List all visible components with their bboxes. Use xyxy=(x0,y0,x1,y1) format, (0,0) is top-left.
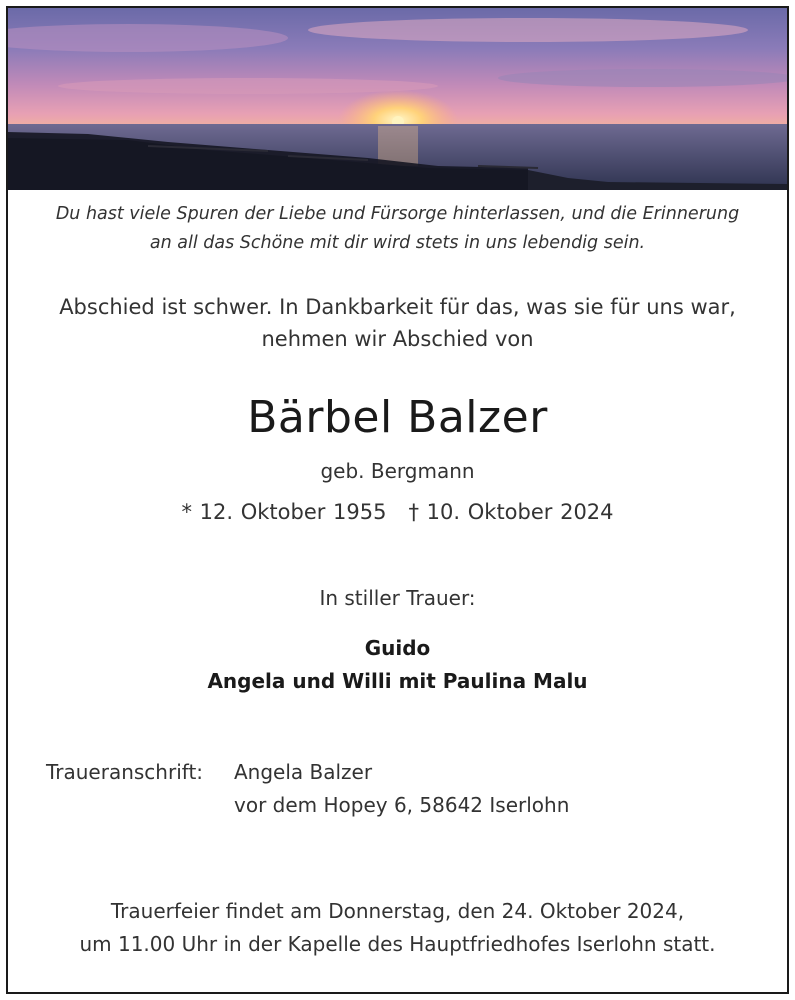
memorial-quote xyxy=(8,200,787,258)
birth-date: * 12. Oktober 1955 xyxy=(181,500,387,524)
service-line-1: Trauerfeier findet am Donnerstag, den 24. Oktober 2024, xyxy=(110,899,685,923)
mourner-name: Angela und Willi mit Paulina Malu xyxy=(207,669,588,693)
funeral-service-info xyxy=(8,895,787,961)
birth-name: geb. Bergmann xyxy=(320,459,475,483)
sunset-sea-photo xyxy=(8,8,787,190)
deceased-name: Bärbel Balzer xyxy=(247,392,548,443)
quote-line-2: an all das Schöne mit dir wird stets in uns lebendig sein. xyxy=(149,233,646,253)
life-dates xyxy=(8,500,787,524)
quote-line-1: Du hast viele Spuren der Liebe und Fürsorge hinterlassen, und die Erinnerung xyxy=(55,204,740,224)
mourning-label: In stiller Trauer: xyxy=(319,586,476,610)
farewell-intro xyxy=(8,291,787,355)
address-name: Angela Balzer xyxy=(234,760,373,784)
intro-line-2: nehmen wir Abschied von xyxy=(261,327,534,351)
intro-line-1: Abschied ist schwer. In Dankbarkeit für das, was sie für uns war, xyxy=(59,295,736,319)
mourner-name: Guido xyxy=(364,636,431,660)
address-lines xyxy=(234,756,569,822)
sunset-illustration xyxy=(8,8,787,190)
service-line-2: um 11.00 Uhr in der Kapelle des Hauptfriedhofes Iserlohn statt. xyxy=(79,932,716,956)
death-date: † 10. Oktober 2024 xyxy=(408,500,614,524)
mourners-list xyxy=(8,632,787,698)
obituary-notice xyxy=(6,6,789,994)
address-label: Traueranschrift: xyxy=(46,760,204,784)
address-street: vor dem Hopey 6, 58642 Iserlohn xyxy=(234,793,570,817)
